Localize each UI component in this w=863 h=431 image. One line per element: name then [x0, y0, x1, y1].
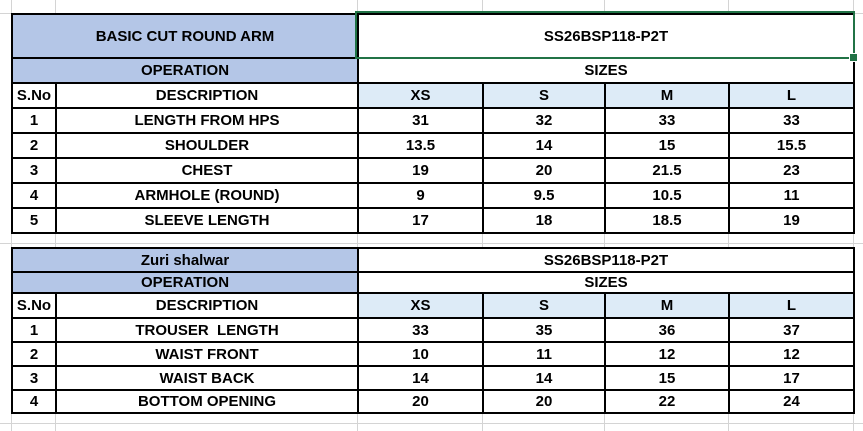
style-code-cell[interactable]: SS26BSP118-P2T: [358, 248, 854, 272]
operation-cell[interactable]: OPERATION: [12, 272, 358, 293]
measurement-cell[interactable]: 10: [358, 342, 483, 366]
measurement-cell[interactable]: 37: [729, 318, 854, 342]
description-header-cell[interactable]: DESCRIPTION: [56, 83, 358, 108]
description-cell[interactable]: WAIST FRONT: [56, 342, 358, 366]
gridline-horizontal: [0, 243, 863, 244]
measurement-cell[interactable]: 14: [358, 366, 483, 390]
size-header-cell-s[interactable]: S: [483, 83, 605, 108]
size-header-cell-m[interactable]: M: [605, 293, 729, 318]
measurement-cell[interactable]: 35: [483, 318, 605, 342]
sno-cell[interactable]: 4: [12, 183, 56, 208]
description-cell[interactable]: TROUSER LENGTH: [56, 318, 358, 342]
measurement-cell[interactable]: 33: [729, 108, 854, 133]
table-row: [12, 318, 854, 342]
sno-cell[interactable]: 1: [12, 108, 56, 133]
measurement-cell[interactable]: 14: [483, 133, 605, 158]
description-cell[interactable]: SHOULDER: [56, 133, 358, 158]
measurement-cell[interactable]: 36: [605, 318, 729, 342]
size-header-cell-xs[interactable]: XS: [358, 83, 483, 108]
fill-handle[interactable]: [849, 53, 858, 62]
measurement-cell[interactable]: 24: [729, 390, 854, 413]
description-cell[interactable]: WAIST BACK: [56, 366, 358, 390]
basic-cut-table: [11, 13, 855, 234]
measurement-cell[interactable]: 23: [729, 158, 854, 183]
table-header-row: [12, 293, 854, 318]
table-row: [12, 390, 854, 413]
measurement-cell[interactable]: 9.5: [483, 183, 605, 208]
measurement-cell[interactable]: 17: [358, 208, 483, 233]
description-header-cell[interactable]: DESCRIPTION: [56, 293, 358, 318]
measurement-cell[interactable]: 33: [605, 108, 729, 133]
measurement-cell[interactable]: 22: [605, 390, 729, 413]
measurement-cell[interactable]: 20: [483, 158, 605, 183]
table-row: [12, 248, 854, 272]
table-row: [12, 58, 854, 83]
table-row: [12, 208, 854, 233]
description-cell[interactable]: CHEST: [56, 158, 358, 183]
table-title-cell[interactable]: Zuri shalwar: [12, 248, 358, 272]
measurement-cell[interactable]: 11: [729, 183, 854, 208]
measurement-cell[interactable]: 31: [358, 108, 483, 133]
style-code-cell[interactable]: SS26BSP118-P2T: [358, 14, 854, 58]
table-row: [12, 133, 854, 158]
table-row: [12, 158, 854, 183]
size-header-cell-s[interactable]: S: [483, 293, 605, 318]
measurement-cell[interactable]: 15: [605, 133, 729, 158]
measurement-cell[interactable]: 18.5: [605, 208, 729, 233]
measurement-cell[interactable]: 19: [358, 158, 483, 183]
measurement-cell[interactable]: 13.5: [358, 133, 483, 158]
sno-cell[interactable]: 2: [12, 342, 56, 366]
measurement-cell[interactable]: 20: [483, 390, 605, 413]
sizes-cell[interactable]: SIZES: [358, 272, 854, 293]
measurement-cell[interactable]: 21.5: [605, 158, 729, 183]
size-header-cell-xs[interactable]: XS: [358, 293, 483, 318]
measurement-cell[interactable]: 10.5: [605, 183, 729, 208]
measurement-cell[interactable]: 9: [358, 183, 483, 208]
measurement-cell[interactable]: 15: [605, 366, 729, 390]
gridline-horizontal: [0, 423, 863, 424]
measurement-cell[interactable]: 12: [729, 342, 854, 366]
shalwar-table: [11, 247, 855, 414]
measurement-cell[interactable]: 15.5: [729, 133, 854, 158]
measurement-cell[interactable]: 32: [483, 108, 605, 133]
table-row: [12, 342, 854, 366]
description-cell[interactable]: LENGTH FROM HPS: [56, 108, 358, 133]
table-row: [12, 108, 854, 133]
measurement-cell[interactable]: 14: [483, 366, 605, 390]
sno-cell[interactable]: 2: [12, 133, 56, 158]
measurement-cell[interactable]: 11: [483, 342, 605, 366]
operation-cell[interactable]: OPERATION: [12, 58, 358, 83]
sno-cell[interactable]: 3: [12, 366, 56, 390]
description-cell[interactable]: BOTTOM OPENING: [56, 390, 358, 413]
size-header-cell-l[interactable]: L: [729, 293, 854, 318]
measurement-cell[interactable]: 19: [729, 208, 854, 233]
table-header-row: [12, 83, 854, 108]
measurement-cell[interactable]: 20: [358, 390, 483, 413]
table-row: [12, 366, 854, 390]
measurement-cell[interactable]: 18: [483, 208, 605, 233]
sno-header-cell[interactable]: S.No: [12, 83, 56, 108]
table-row: [12, 14, 854, 58]
description-cell[interactable]: ARMHOLE (ROUND): [56, 183, 358, 208]
sizes-cell[interactable]: SIZES: [358, 58, 854, 83]
measurement-cell[interactable]: 17: [729, 366, 854, 390]
table-row: [12, 272, 854, 293]
size-header-cell-l[interactable]: L: [729, 83, 854, 108]
sno-header-cell[interactable]: S.No: [12, 293, 56, 318]
table-title-cell[interactable]: BASIC CUT ROUND ARM: [12, 14, 358, 58]
sno-cell[interactable]: 4: [12, 390, 56, 413]
sno-cell[interactable]: 3: [12, 158, 56, 183]
size-header-cell-m[interactable]: M: [605, 83, 729, 108]
sno-cell[interactable]: 5: [12, 208, 56, 233]
description-cell[interactable]: SLEEVE LENGTH: [56, 208, 358, 233]
measurement-cell[interactable]: 33: [358, 318, 483, 342]
sno-cell[interactable]: 1: [12, 318, 56, 342]
table-row: [12, 183, 854, 208]
measurement-cell[interactable]: 12: [605, 342, 729, 366]
